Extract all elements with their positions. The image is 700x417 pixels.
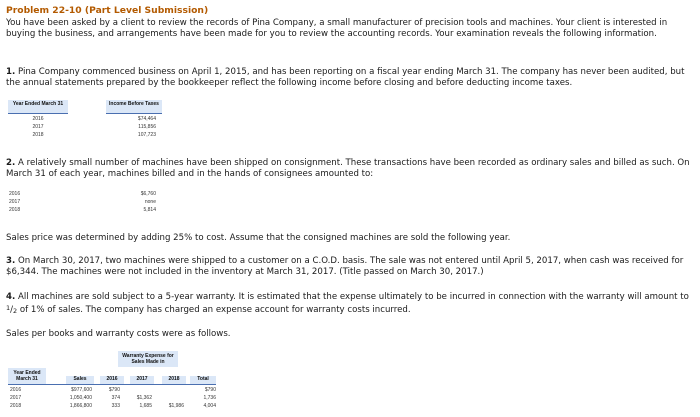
warranty-cell: $790: [204, 387, 216, 393]
warranty-cell: 1,050,400: [69, 395, 92, 401]
warranty-col-header: Total: [190, 376, 216, 384]
item-4-number: 4.: [6, 292, 16, 302]
problem-title: Problem 22-10 (Part Level Submission): [6, 5, 209, 16]
warranty-cell: 1,866,800: [69, 403, 92, 409]
consignment-value-cell: none: [144, 199, 156, 205]
consignment-value-cell: 5,814: [143, 207, 156, 213]
item-3-text: On March 30, 2017, two machines were shipped to a customer on a C.O.D. basis. The sale was not entered until April 5, 2017, when cash was received for $6,344. The machines were not included in the inventory at March 31, 2017. (Title passed on March 30, 2017.): [6, 256, 684, 277]
warranty-year-cell: 2017: [10, 395, 22, 401]
warranty-cell: 374: [111, 395, 120, 401]
warranty-cell: 1,736: [203, 395, 216, 401]
item-4-paragraph: 4. All machines are sold subject to a 5-year warranty. It is estimated that the expense ultimately to be incurred in connection with the warranty will amount to $^1/_2$ of 1% of sales. The company has charged an expense account for warranty costs incurred.: [6, 292, 689, 315]
item-4-text-a: All machines are sold subject to a 5-year warranty. It is estimated that the expense ultimately to be incurred in connection with the warranty will amount to: [17, 292, 689, 302]
item-4-text-b: of 1% of sales. The company has charged an expense account for warranty costs incurred.: [17, 305, 411, 315]
warranty-year-header: Year Ended March 31: [8, 368, 46, 384]
item-1-text: Pina Company commenced business on April 1, 2015, and has been reporting on a fiscal year ending March 31. The company has never been audited, but the annual statements prepared by the bookkeeper reflect the following income before closing and before deducting income taxes.: [6, 67, 685, 88]
income-year-cell: 2016: [32, 116, 44, 122]
consignment-table: [6, 191, 176, 221]
income-table-year-header: Year Ended March 31: [8, 100, 68, 113]
item-3-paragraph: [6, 256, 694, 278]
item-2-text: A relatively small number of machines have been shipped on consignment. These transactions have been recorded as ordinary sales and billed as such. On March 31 of each year, machines billed and in the hands of consignees amounted to:: [6, 158, 690, 179]
warranty-col-header: 2016: [100, 376, 124, 384]
warranty-table: [6, 351, 226, 415]
income-value-cell: $74,464: [137, 116, 156, 122]
warranty-cell: $790: [108, 387, 120, 393]
consignment-value-cell: $6,760: [140, 191, 156, 197]
fraction-denominator: 2: [13, 307, 18, 315]
consignment-year-cell: 2016: [9, 191, 21, 197]
intro-paragraph: You have been asked by a client to review the records of Pina Company, a small manufacturer of precision tools and machines. Your client is interested in buying the business, and arrangements have been made for you to review the accounting records. Your examination reveals the following information.: [6, 18, 668, 39]
item-1-number: 1.: [6, 67, 16, 77]
warranty-col-header: 2018: [162, 376, 186, 384]
warranty-cell: $977,600: [71, 387, 92, 393]
item-2-paragraph: [6, 158, 694, 180]
item-3-number: 3.: [6, 256, 16, 266]
item-4-note: Sales per books and warranty costs were as follows.: [6, 329, 231, 339]
warranty-year-cell: 2016: [10, 387, 22, 393]
income-year-cell: 2018: [32, 132, 44, 138]
consignment-year-cell: 2018: [9, 207, 21, 213]
warranty-cell: 4,004: [203, 403, 216, 409]
warranty-col-header: 2017: [130, 376, 154, 384]
warranty-col-header: Sales: [66, 376, 94, 384]
income-table-value-header: Income Before Taxes: [106, 100, 162, 113]
item-1-paragraph: [6, 67, 694, 89]
warranty-cell: 333: [111, 403, 120, 409]
income-year-cell: 2017: [32, 124, 44, 130]
income-table-rule: [8, 113, 68, 114]
item-2-number: 2.: [6, 158, 16, 168]
income-table-rule: [106, 113, 162, 114]
warranty-year-cell: 2018: [10, 403, 22, 409]
warranty-group-header: Warranty Expense for Sales Made in: [118, 351, 178, 367]
warranty-cell: $1,986: [168, 403, 184, 409]
income-value-cell: 107,723: [137, 132, 156, 138]
warranty-cell: $1,362: [136, 395, 152, 401]
fraction-numerator: 1: [6, 304, 11, 312]
warranty-table-rule: [8, 384, 216, 385]
item-2-note: Sales price was determined by adding 25% to cost. Assume that the consigned machines are sold the following year.: [6, 233, 511, 243]
income-value-cell: 115,856: [138, 124, 156, 130]
income-table: [6, 100, 176, 145]
consignment-year-cell: 2017: [9, 199, 21, 205]
warranty-cell: 1,685: [139, 403, 152, 409]
